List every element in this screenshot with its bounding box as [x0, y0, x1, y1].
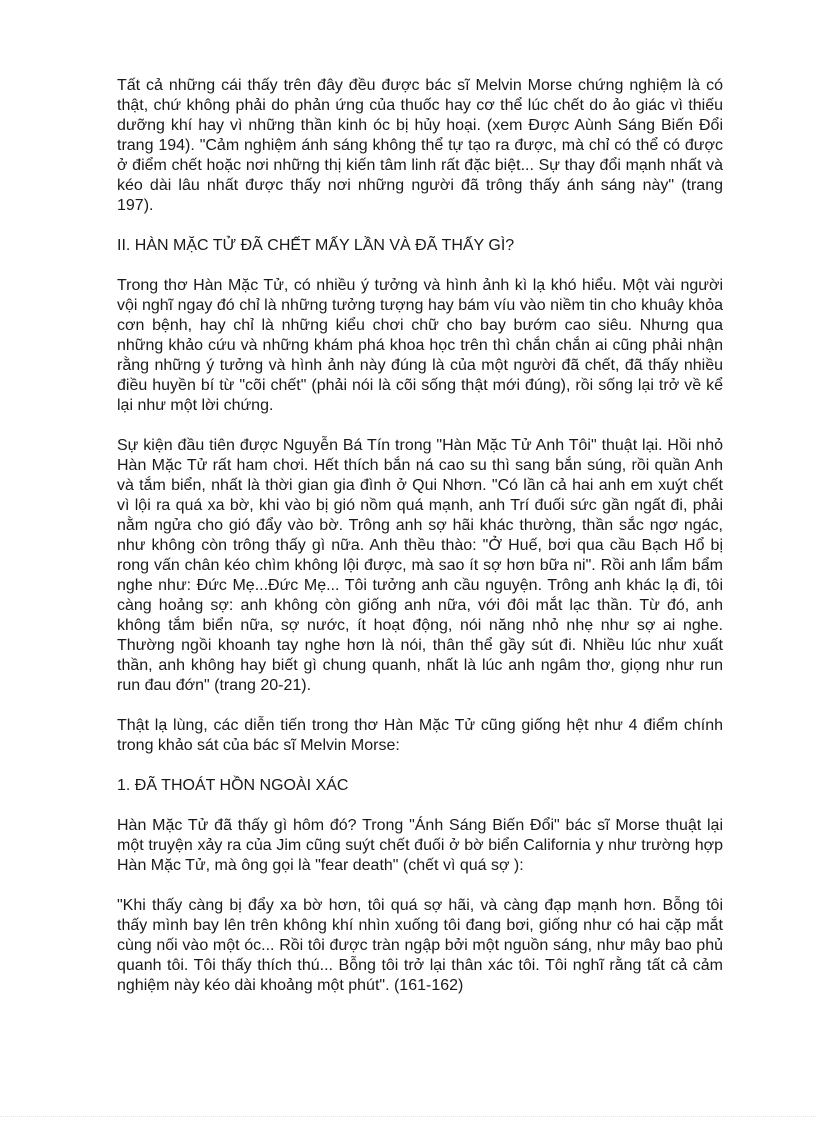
- paragraph-strange-images: Trong thơ Hàn Mặc Tử, có nhiều ý tưởng và hình ảnh kì lạ khó hiểu. Một vài người vội nghĩ ngay đó chỉ là những tưởng tượng hay bám víu vào niềm tin cho khuây khỏa cơn bệnh, hay chỉ là những kiểu chơi chữ cho bay bướm cao siêu. Nhưng qua những khảo cứu và những khám phá khoa học trên thì chắn chắn ai cũng phải nhận rằng những ý tưởng và hình ảnh này đúng là của một người đã chết, đã thấy nhiều điều huyền bí từ "cõi chết" (phải nói là cõi sống thật mới đúng), rồi sống lại trở về kể lại như một lời chứng.: [117, 277, 723, 414]
- paragraph-first-event: Sự kiện đầu tiên được Nguyễn Bá Tín trong "Hàn Mặc Tử Anh Tôi" thuật lại. Hồi nhỏ Hàn Mặc Tử rất ham chơi. Hết thích bắn ná cao su thì sang bắn súng, rồi quần Anh và tắm biển, nhất là thời gian gia đình ở Qui Nhơn. "Có lần cả hai anh em xuýt chết vì lội ra quá xa bờ, khi vào bị gió nồm quá mạnh, anh Trí đuối sức gần ngất đi, phải nằm ngửa cho gió đẩy vào bờ. Trông anh sợ hãi khác thường, thần sắc ngơ ngác, như không còn trông thấy gì nữa. Anh thều thào: "Ở Huế, bơi qua cầu Bạch Hổ bị rong vấn chân kéo chìm không lội được, mà sao ít sợ hơn bữa ni". Rồi anh lẩm bẩm nghe như: Đức Mẹ...Đức Mẹ... Tôi tưởng anh cầu nguyện. Trông anh khác lạ đi, tôi càng hoảng sợ: anh không còn giống anh nữa, với đôi mắt lạc thần. Từ đó, anh không tắm biển nữa, sợ nước, ít hoạt động, nói năng nhỏ nhẹ như sợ ai nghe. Thường ngồi khoanh tay nghe hơn là nói, thân thể gầy sút đi. Nhiều lúc như xuất thần, anh không hay biết gì chung quanh, nhất là lúc anh ngâm thơ, giọng như run run đau đớn" (trang 20-21).: [117, 437, 723, 694]
- page-bottom-rule: [0, 1116, 816, 1117]
- paragraph-what-he-saw: Hàn Mặc Tử đã thấy gì hôm đó? Trong "Ánh Sáng Biến Đổi" bác sĩ Morse thuật lại một truyện xảy ra của Jim cũng suýt chết đuối ở bờ biển California y như trường hợp Hàn Mặc Tử, mà ông gọi là "fear death" (chết vì quá sợ ):: [117, 817, 723, 874]
- paragraph-quote-jim: "Khi thấy càng bị đẩy xa bờ hơn, tôi quá sợ hãi, và càng đạp mạnh hơn. Bỗng tôi thấy mình bay lên trên không khí nhìn xuống tôi đang bơi, giống như có hai cặp mắt cùng nối vào một óc... Rồi tôi được tràn ngập bởi một nguồn sáng, như mây bao phủ quanh tôi. Tôi thấy thích thú... Bỗng tôi trở lại thân xác tôi. Tôi nghĩ rằng tất cả cảm nghiệm này kéo dài khoảng một phút". (161-162): [117, 897, 723, 994]
- document-page: [117, 76, 723, 1016]
- section-heading-ii: II. HÀN MẶC TỬ ĐÃ CHẾT MẤY LẦN VÀ ĐÃ THẤY GÌ?: [117, 237, 515, 254]
- paragraph-morse-findings: Tất cả những cái thấy trên đây đều được bác sĩ Melvin Morse chứng nghiệm là có thật, chứ không phải do phản ứng của thuốc hay cơ thể lúc chết do ảo giác vì thiếu dưỡng khí hay vì những thần kinh óc bị hủy hoại. (xem Được Aùnh Sáng Biến Đổi trang 194). "Cảm nghiệm ánh sáng không thể tự tạo ra được, mà chỉ có thể có được ở điểm chết hoặc nơi những thị kiến tâm linh rất đặc biệt... Sự thay đổi mạnh nhất và kéo dài lâu nhất được thấy nơi những người đã trông thấy ánh sáng này" (trang 197).: [117, 77, 723, 214]
- paragraph-four-points: Thật lạ lùng, các diễn tiến trong thơ Hàn Mặc Tử cũng giống hệt như 4 điểm chính trong khảo sát của bác sĩ Melvin Morse:: [117, 717, 723, 754]
- section-heading-1: 1. ĐÃ THOÁT HỒN NGOÀI XÁC: [117, 777, 349, 794]
